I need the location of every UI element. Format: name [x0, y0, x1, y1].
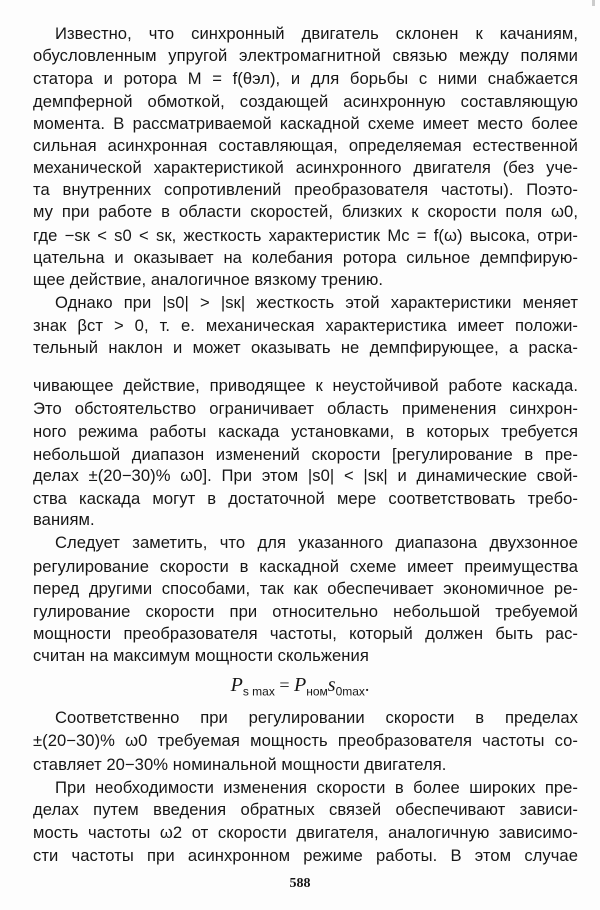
text-line: обусловленным упругой электромагнитной связью между полями — [33, 46, 578, 65]
text-line: механической характеристикой асинхронного двигателя (без уче- — [33, 158, 578, 177]
text-line: считан на максимум мощности скольжения — [33, 646, 369, 665]
text-line: цательна и оказывает на колебания ротора сильное демпфирую- — [33, 248, 578, 267]
formula-period: . — [364, 675, 370, 695]
text-line: сти частоты при асинхронном режиме работы. В этом случае — [33, 846, 578, 865]
text-line: знак βст > 0, т. е. механическая характеристика имеет положи- — [33, 316, 578, 335]
text-line: ставляет 20−30% номинальной мощности двигателя. — [33, 755, 447, 774]
text-line: та внутренних сопротивлений преобразователя частоты). Поэто- — [33, 180, 578, 199]
text-line: мощности преобразователя частоты, который должен быть рас- — [33, 624, 578, 643]
formula-rhs-symbol: P — [293, 674, 307, 696]
text-line: Следует заметить, что для указанного диапазона двухзонное — [55, 533, 578, 552]
text-line: ства каскада могут в достаточной мере соответствовать требо- — [33, 489, 578, 508]
text-line: При необходимости изменения скорости в более широких пре- — [55, 778, 578, 797]
text-line: ±(20−30)% ω0 требуемая мощность преобразователя частоты со- — [33, 731, 578, 750]
text-line: момента. В рассматриваемой каскадной схеме имеет место более — [33, 114, 578, 133]
scan-artifact — [592, 0, 595, 6]
text-line: гулирование скорости при относительно небольшой требуемой — [33, 602, 578, 621]
text-line: Известно, что синхронный двигатель склонен к качаниям, — [55, 24, 578, 43]
formula-rhs-symbol2: s — [327, 674, 336, 696]
text-line: щее действие, аналогичное вязкому трению. — [33, 270, 384, 289]
formula-rhs-sub: ном — [306, 684, 328, 699]
text-line: мость частоты ω2 от скорости двигателя, аналогичную зависимо- — [33, 823, 578, 842]
text-line: делах ±(20−30)% ω0]. При этом |s0| < |sк| и динамические свой- — [33, 466, 578, 485]
text-line: Соответственно при регулировании скорости в пределах — [55, 708, 578, 727]
text-line: тельный наклон и может оказывать не демпфирующее, а раска- — [33, 338, 578, 357]
text-line: ного режима работы каскада установками, в которых требуется — [33, 422, 578, 441]
text-line: небольшой диапазон изменений скорости [регулирование в пре- — [33, 445, 578, 464]
formula-slip-power — [0, 672, 600, 698]
text-line: Однако при |s0| > |sк| жесткость этой характеристики меняет — [55, 293, 578, 312]
text-line: ваниям. — [33, 510, 95, 529]
text-line: му при работе в области скоростей, близких к скорости поля ω0, — [33, 202, 578, 221]
text-line: где −sк < s0 < sк, жесткость характеристик Mс = f(ω) высока, отри- — [33, 226, 578, 245]
formula-lhs-sub: s max — [242, 684, 275, 699]
text-line: демпферной обмоткой, создающей асинхронную составляющую — [33, 92, 578, 111]
page-number: 588 — [289, 876, 311, 891]
formula-rhs-sub2: 0max — [335, 684, 365, 699]
text-line: перед другими способами, так как обеспечивает экономичное ре- — [33, 579, 578, 598]
text-line: Это обстоятельство ограничивает область применения синхрон- — [33, 399, 578, 418]
text-line: сильная асинхронная составляющая, определяемая естественной — [33, 136, 578, 155]
formula-lhs-symbol: P — [230, 674, 243, 696]
text-line: регулирование скорости в каскадной схеме имеет преимущества — [33, 557, 578, 576]
text-line: чивающее действие, приводящее к неустойчивой работе каскада. — [33, 376, 578, 395]
formula-equals: = — [279, 675, 290, 695]
text-line: статора и ротора M = f(θэл), и для борьбы с ними снабжается — [33, 69, 578, 88]
text-line: делах путем введения обратных связей обеспечивают зависи- — [33, 800, 578, 819]
